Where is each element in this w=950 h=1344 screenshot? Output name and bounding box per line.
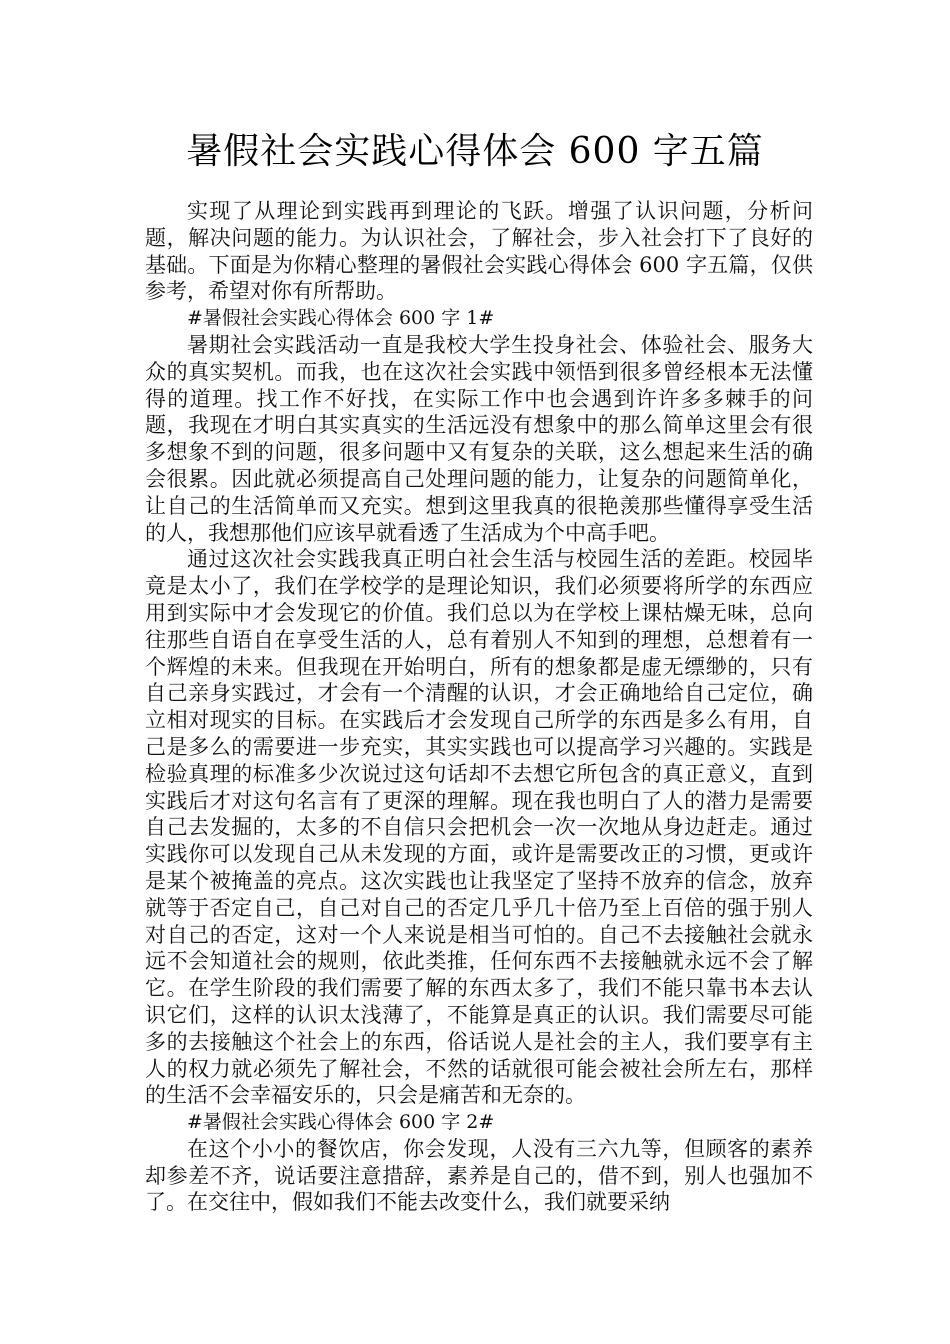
- document-title: 暑假社会实践心得体会 600 字五篇: [186, 131, 764, 172]
- section-2-heading: #暑假社会实践心得体会 600 字 2#: [187, 1111, 495, 1134]
- section-1-paragraph-1: 暑期社会实践活动一直是我校大学生投身社会、体验社会、服务大众的真实契机。而我，也在这次社会实践中领悟到很多曾经根本无法懂得的道理。找工作不好找，在实际工作中也会遇到许许多多棘手的问题，我现在才明白其实真实的生活远没有想象中的那么简单这里会有很多想象不到的问题，很多问题中又有复杂的关联，这么想起来生活的确会很累。因此就必须提高自己处理问题的能力，让复杂的问题简单化，让自己的生活简单而又充实。想到这里我真的很艳羡那些懂得享受生活的人，我想那他们应该早就看透了生活成为个中高手吧。: [145, 332, 813, 545]
- document-body: [145, 198, 813, 1216]
- section-1-heading: #暑假社会实践心得体会 600 字 1#: [187, 307, 495, 330]
- section-1-paragraph-2: 通过这次社会实践我真正明白社会生活与校园生活的差距。校园毕竟是太小了，我们在学校学的是理论知识，我们必须要将所学的东西应用到实际中才会发现它的价值。我们总以为在学校上课枯燥无味，总向往那些自语自在享受生活的人，总有着别人不知到的理想，总想着有一个辉煌的未来。但我现在开始明白，所有的想象都是虚无缥缈的，只有自己亲身实践过，才会有一个清醒的认识，才会正确地给自己定位，确立相对现实的目标。在实践后才会发现自己所学的东西是多么有用，自己是多么的需要进一步充实，其实实践也可以提高学习兴趣的。实践是检验真理的标准多少次说过这句话却不去想它所包含的真正意义，直到实践后才对这句名言有了更深的理解。现在我也明白了人的潜力是需要自己去发掘的，太多的不自信只会把机会一次一次地从身边赶走。通过实践你可以发现自己从未发现的方面，或许是需要改正的习惯，更或许是某个被掩盖的亮点。这次实践也让我坚定了坚持不放弃的信念，放弃就等于否定自己，自己对自己的否定几乎几十倍乃至上百倍的强于别人对自己的否定，这对一个人来说是相当可怕的。自己不去接触社会就永远不会知道社会的规则，依此类推，任何东西不去接触就永远不会了解它。在学生阶段的我们需要了解的东西太多了，我们不能只靠书本去认识它们，这样的认识太浅薄了，不能算是真正的认识。我们需要尽可能多的去接触这个社会上的东西，俗话说人是社会的主人，我们要享有主人的权力就必须先了解社会，不然的话就很可能会被社会所左右，那样的生活不会幸福安乐的，只会是痛苦和无奈的。: [145, 547, 813, 1108]
- section-2-paragraph-1: 在这个小小的餐饮店，你会发现，人没有三六九等，但顾客的素养却参差不齐，说话要注意措辞，素养是自己的，借不到，别人也强加不了。在交往中，假如我们不能去改变什么，我们就要采纳: [145, 1136, 813, 1215]
- intro-paragraph: 实现了从理论到实践再到理论的飞跃。增强了认识问题，分析问题，解决问题的能力。为认识社会，了解社会，步入社会打下了良好的基础。下面是为你精心整理的暑假社会实践心得体会 600 字五篇，仅供参考，希望对你有所帮助。: [145, 199, 813, 304]
